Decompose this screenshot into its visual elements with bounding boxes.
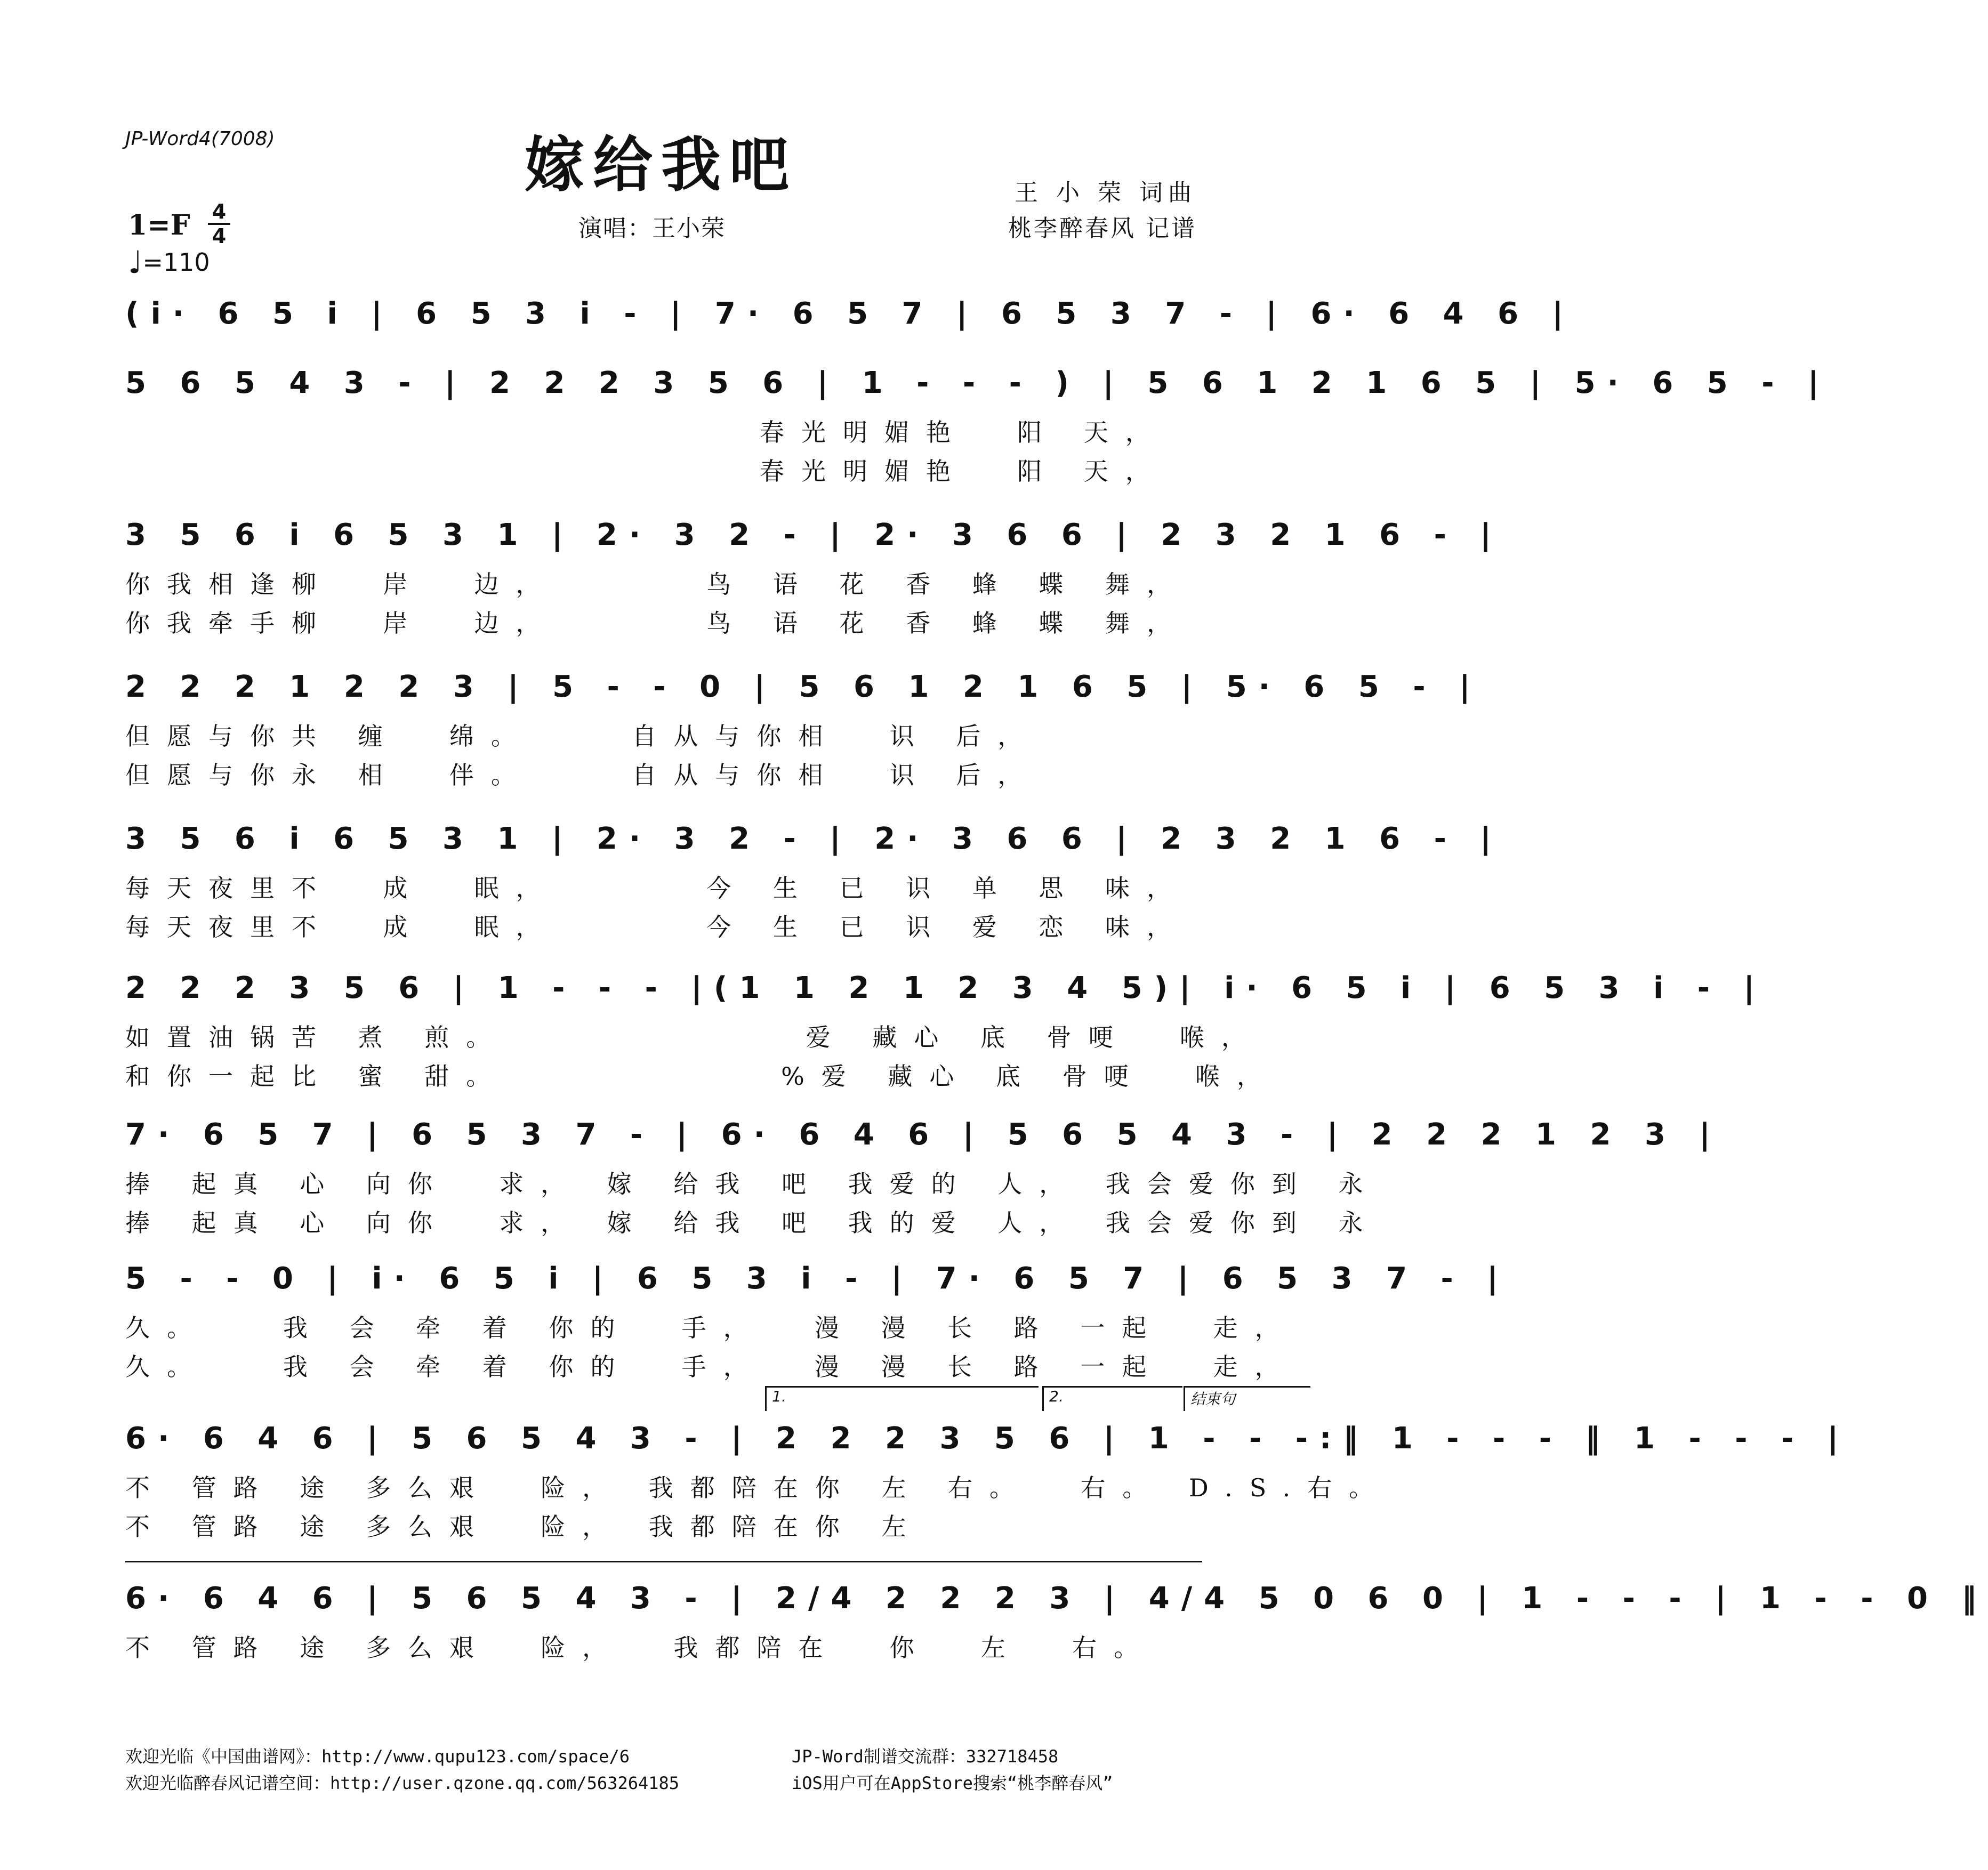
lyric-row-1: 但愿与你共 缠 绵。 自从与你相 识 后， <box>125 722 1040 751</box>
tempo-value: =110 <box>142 248 210 277</box>
lyric-row-2: 每天夜里不 成 眠， 今 生 已 识 爱 恋 味， <box>125 913 1188 941</box>
footer-group-info: JP-Word制谱交流群：332718458 <box>792 1746 1059 1767</box>
time-signature <box>208 201 230 246</box>
second-ending-bracket: 2. <box>1042 1386 1182 1411</box>
music-row: 6· 6 4 6 | 5 6 5 4 3 - | 2 2 2 3 5 6 | 1 - - -:‖ 1 - - - ‖ 1 - - - | <box>125 1421 1850 1456</box>
coda-line <box>125 1561 1202 1562</box>
footer-link-qzone[interactable]: 欢迎光临醉春风记谱空间：http://user.qzone.qq.com/563264185 <box>125 1773 680 1793</box>
music-row: 6· 6 4 6 | 5 6 5 4 3 - | 2/4 2 2 2 3 | 4/4 5 0 6 0 | 1 - - - | 1 - - 0 ‖ <box>125 1581 1988 1616</box>
lyric-row-2: 不 管路 途 多么艰 险， 我都陪在你 左 <box>125 1512 923 1541</box>
lyric-row-1: 久。 我 会 牵 着 你的 手， 漫 漫 长 路 一起 走， <box>125 1313 1297 1342</box>
footer-appstore-info: iOS用户可在AppStore搜索“桃李醉春风” <box>792 1773 1113 1793</box>
music-row: 2 2 2 3 5 6 | 1 - - - |(1 1 2 1 2 3 4 5)| i· 6 5 i | 6 5 3 i - | <box>125 970 1766 1005</box>
lyric-row-1: 不 管路 途 多么艰 险， 我都陪在 你 左 右。 <box>125 1633 1156 1662</box>
lyric-row-2: 捧 起真 心 向你 求， 嫁 给我 吧 我的爱 人， 我会爱你到 永 <box>125 1208 1380 1237</box>
music-row: 5 - - 0 | i· 6 5 i | 6 5 3 i - | 7· 6 5 7 | 6 5 3 7 - | <box>125 1261 1510 1296</box>
composer-credit: 王 小 荣 词曲 <box>1015 179 1197 206</box>
lyric-row-2: 春光明媚艳 阳 天， <box>760 457 1167 486</box>
music-row: (i· 6 5 i | 6 5 3 i - | 7· 6 5 7 | 6 5 3 7 - | 6· 6 4 6 | <box>125 296 1575 331</box>
quarter-note-icon: ♩ <box>128 244 143 280</box>
app-label: JP-Word4(7008) <box>125 128 275 150</box>
time-signature-top: 4 <box>212 200 227 223</box>
lyric-row-1: 不 管路 途 多么艰 险， 我都陪在你 左 右。 右。 D.S.右。 <box>125 1473 1391 1502</box>
lyric-row-1: 每天夜里不 成 眠， 今 生 已 识 单 思 味， <box>125 874 1188 902</box>
coda-bracket: 结束句 <box>1184 1386 1310 1411</box>
lyric-row-1: 如置油锅苦 煮 煎。 爱 藏心 底 骨哽 喉， <box>125 1023 1263 1052</box>
music-row: 7· 6 5 7 | 6 5 3 7 - | 6· 6 4 6 | 5 6 5 4 3 - | 2 2 2 1 2 3 | <box>125 1117 1722 1152</box>
first-ending-bracket: 1. <box>765 1386 1039 1411</box>
music-row: 5 6 5 4 3 - | 2 2 2 3 5 6 | 1 - - - ) | 5 6 1 2 1 6 5 | 5· 6 5 - | <box>125 365 1831 400</box>
lyric-row-2: 但愿与你永 相 伴。 自从与你相 识 后， <box>125 761 1040 789</box>
time-signature-bottom: 4 <box>212 224 227 248</box>
song-title: 嫁给我吧 <box>525 130 798 200</box>
transcriber-credit: 桃李醉春风 记谱 <box>1008 215 1197 242</box>
music-row: 2 2 2 1 2 2 3 | 5 - - 0 | 5 6 1 2 1 6 5 | 5· 6 5 - | <box>125 669 1482 704</box>
lyric-row-1: 春光明媚艳 阳 天， <box>760 418 1167 447</box>
performer-credit: 演唱：王小荣 <box>578 215 726 242</box>
music-row: 3 5 6 i 6 5 3 1 | 2· 3 2 - | 2· 3 6 6 | 2 3 2 1 6 - | <box>125 821 1503 856</box>
lyric-row-2: 和你一起比 蜜 甜。 %爱 藏心 底 骨哽 喉， <box>125 1062 1278 1091</box>
tempo-marking <box>128 244 210 280</box>
lyric-row-1: 捧 起真 心 向你 求， 嫁 给我 吧 我爱的 人， 我会爱你到 永 <box>125 1170 1380 1198</box>
lyric-row-2: 久。 我 会 牵 着 你的 手， 漫 漫 长 路 一起 走， <box>125 1352 1297 1381</box>
music-row: 3 5 6 i 6 5 3 1 | 2· 3 2 - | 2· 3 6 6 | 2 3 2 1 6 - | <box>125 517 1503 552</box>
lyric-row-2: 你我牵手柳 岸 边， 鸟 语 花 香 蜂 蝶 舞， <box>125 609 1188 638</box>
lyric-row-1: 你我相逢柳 岸 边， 鸟 语 花 香 蜂 蝶 舞， <box>125 570 1188 599</box>
footer-link-qupu[interactable]: 欢迎光临《中国曲谱网》：http://www.qupu123.com/space/6 <box>125 1746 630 1767</box>
key-signature: 1=F <box>128 209 190 241</box>
